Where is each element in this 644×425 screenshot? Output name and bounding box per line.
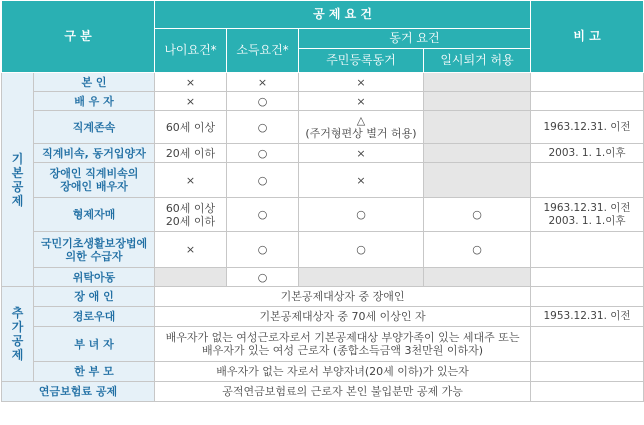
header-deduction-requirements: 공 제 요 건 bbox=[155, 1, 531, 29]
resident-cell: △ (주거형편상 별거 허용) bbox=[299, 111, 424, 144]
resident-cell bbox=[299, 268, 424, 287]
header-resident-registration: 주민등록동거 bbox=[299, 49, 424, 73]
resident-cell: ○ bbox=[299, 198, 424, 232]
description-cell: 배우자가 없는 자로서 부양자녀(20세 이하)가 있는자 bbox=[155, 362, 531, 382]
header-income-requirement: 소득요건* bbox=[227, 29, 299, 73]
temp-leave-cell bbox=[424, 163, 531, 198]
description-cell: 배우자가 없는 여성근로자로서 기본공제대상 부양가족이 있는 세대주 또는 배우자가 있는 여성 근로자 (종합소득금액 3천만원 이하자) bbox=[155, 327, 531, 362]
resident-cell: × bbox=[299, 163, 424, 198]
note-cell bbox=[531, 382, 644, 402]
note-cell bbox=[531, 362, 644, 382]
temp-leave-cell: ○ bbox=[424, 198, 531, 232]
description-cell: 기본공제대상자 중 장애인 bbox=[155, 287, 531, 307]
row-name: 배 우 자 bbox=[34, 92, 155, 111]
header-age-requirement: 나이요건* bbox=[155, 29, 227, 73]
row-name: 부 녀 자 bbox=[34, 327, 155, 362]
age-cell: 20세 이하 bbox=[155, 144, 227, 163]
income-cell: ○ bbox=[227, 198, 299, 232]
header-cohabitation-requirement: 동거 요건 bbox=[299, 29, 531, 49]
income-cell: ○ bbox=[227, 111, 299, 144]
age-cell: × bbox=[155, 92, 227, 111]
note-cell bbox=[531, 73, 644, 92]
description-cell: 공적연금보험료의 근로자 본인 불입분만 공제 가능 bbox=[155, 382, 531, 402]
age-cell bbox=[155, 268, 227, 287]
note-cell: 2003. 1. 1.이후 bbox=[531, 144, 644, 163]
note-cell bbox=[531, 327, 644, 362]
resident-cell: ○ bbox=[299, 232, 424, 268]
income-cell: ○ bbox=[227, 232, 299, 268]
deduction-requirements-table bbox=[1, 0, 644, 402]
row-name: 한 부 모 bbox=[34, 362, 155, 382]
row-name-pension: 연금보험료 공제 bbox=[2, 382, 155, 402]
age-cell: 60세 이상 bbox=[155, 111, 227, 144]
temp-leave-cell bbox=[424, 73, 531, 92]
age-cell: × bbox=[155, 232, 227, 268]
note-cell bbox=[531, 287, 644, 307]
income-cell: ○ bbox=[227, 268, 299, 287]
row-name: 직계존속 bbox=[34, 111, 155, 144]
age-cell: × bbox=[155, 163, 227, 198]
row-name: 경로우대 bbox=[34, 307, 155, 327]
temp-leave-cell bbox=[424, 268, 531, 287]
note-cell: 1963.12.31. 이전 2003. 1. 1.이후 bbox=[531, 198, 644, 232]
resident-cell: × bbox=[299, 73, 424, 92]
resident-cell: × bbox=[299, 144, 424, 163]
group-additional-deduction: 추가공제 bbox=[2, 287, 34, 382]
note-cell: 1963.12.31. 이전 bbox=[531, 111, 644, 144]
header-remarks: 비 고 bbox=[531, 1, 644, 73]
row-name: 직계비속, 동거입양자 bbox=[34, 144, 155, 163]
group-basic-deduction: 기본공제 bbox=[2, 73, 34, 287]
temp-leave-cell: ○ bbox=[424, 232, 531, 268]
temp-leave-cell bbox=[424, 144, 531, 163]
row-name: 본 인 bbox=[34, 73, 155, 92]
note-cell bbox=[531, 268, 644, 287]
income-cell: ○ bbox=[227, 92, 299, 111]
description-cell: 기본공제대상자 중 70세 이상인 자 bbox=[155, 307, 531, 327]
temp-leave-cell bbox=[424, 92, 531, 111]
header-temporary-leave: 일시퇴거 허용 bbox=[424, 49, 531, 73]
temp-leave-cell bbox=[424, 111, 531, 144]
income-cell: ○ bbox=[227, 144, 299, 163]
note-cell bbox=[531, 163, 644, 198]
age-cell: × bbox=[155, 73, 227, 92]
row-name: 형제자매 bbox=[34, 198, 155, 232]
note-cell: 1953.12.31. 이전 bbox=[531, 307, 644, 327]
row-name: 장 애 인 bbox=[34, 287, 155, 307]
row-name: 위탁아동 bbox=[34, 268, 155, 287]
age-cell: 60세 이상 20세 이하 bbox=[155, 198, 227, 232]
row-name: 국민기초생활보장법에 의한 수급자 bbox=[34, 232, 155, 268]
note-cell bbox=[531, 92, 644, 111]
income-cell: ○ bbox=[227, 163, 299, 198]
income-cell: × bbox=[227, 73, 299, 92]
note-cell bbox=[531, 232, 644, 268]
row-name: 장애인 직계비속의 장애인 배우자 bbox=[34, 163, 155, 198]
resident-cell: × bbox=[299, 92, 424, 111]
header-category: 구 분 bbox=[2, 1, 155, 73]
